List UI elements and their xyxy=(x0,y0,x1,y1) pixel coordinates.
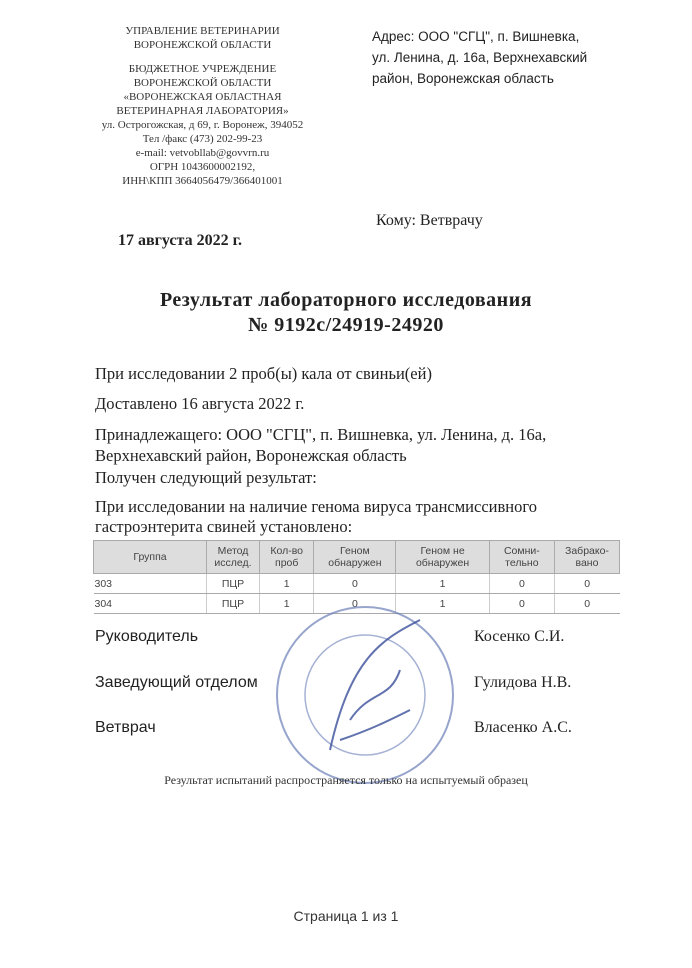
paragraph: Верхнехавский район, Воронежская область xyxy=(95,446,407,465)
header-line: e-mail: vetvobllab@govvrn.ru xyxy=(135,147,270,159)
column-header: Геном обнаружен xyxy=(314,541,396,574)
table-cell: 303 xyxy=(94,574,207,594)
paragraph: При исследовании 2 проб(ы) кала от свиньи(ей) xyxy=(95,364,432,383)
disclaimer-note: Результат испытаний распространяется только на испытуемый образец xyxy=(164,773,528,787)
paragraph: гастроэнтерита свиней установлено: xyxy=(95,517,353,536)
header-line: УПРАВЛЕНИЕ ВЕТЕРИНАРИИ xyxy=(125,25,280,37)
page-number: Страница 1 из 1 xyxy=(293,908,399,924)
signature-name: Власенко А.С. xyxy=(474,719,572,736)
document-title xyxy=(0,288,692,338)
column-header: Группа xyxy=(94,541,207,574)
table-cell: 0 xyxy=(314,594,396,614)
header-line: ОГРН 1043600002192, xyxy=(149,161,256,173)
header-line: ул. Острогожская, д 69, г. Воронеж, 394052 xyxy=(101,119,304,131)
table-cell: 1 xyxy=(396,574,489,594)
column-header: Метод исслед. xyxy=(207,541,260,574)
table-header-row xyxy=(94,541,620,574)
document-date: 17 августа 2022 г. xyxy=(118,232,243,249)
recipient: Кому: Ветврачу xyxy=(376,212,483,229)
header-line xyxy=(85,52,320,62)
table-cell: 0 xyxy=(314,574,396,594)
header-line: ВОРОНЕЖСКОЙ ОБЛАСТИ xyxy=(133,39,272,51)
column-header: Геном не обнаружен xyxy=(396,541,489,574)
header-line: БЮДЖЕТНОЕ УЧРЕЖДЕНИЕ xyxy=(128,63,277,75)
column-header: Сомни-тельно xyxy=(489,541,554,574)
signature-role: Руководитель xyxy=(95,628,199,645)
header-line: Тел /факс (473) 202-99-23 xyxy=(142,133,263,145)
signature-role: Ветврач xyxy=(95,719,156,736)
table-cell: 1 xyxy=(396,594,489,614)
header-line: ВОРОНЕЖСКОЙ ОБЛАСТИ xyxy=(133,77,272,89)
column-header: Забрако-вано xyxy=(554,541,619,574)
table-cell: ПЦР xyxy=(207,594,260,614)
address-line: Адрес: ООО "СГЦ", п. Вишневка, xyxy=(372,29,580,44)
table-cell: 0 xyxy=(489,594,554,614)
title-line: Результат лабораторного исследования xyxy=(159,289,533,311)
official-stamp xyxy=(270,600,460,790)
table-cell: 0 xyxy=(554,594,619,614)
address-line: ул. Ленина, д. 16а, Верхнехавский xyxy=(372,50,588,65)
paragraph: При исследовании на наличие генома вируса трансмиссивного xyxy=(95,497,537,516)
signature-name: Косенко С.И. xyxy=(474,628,565,645)
column-header: Кол-во проб xyxy=(260,541,314,574)
table-cell: 1 xyxy=(260,574,314,594)
paragraph: Принадлежащего: ООО "СГЦ", п. Вишневка, ул. Ленина, д. 16а, xyxy=(95,425,547,444)
document-number: № 9192с/24919-24920 xyxy=(248,314,444,336)
address-line: район, Воронежская область xyxy=(372,71,554,86)
table-cell: 0 xyxy=(554,574,619,594)
recipient-address xyxy=(372,26,672,89)
organization-header xyxy=(85,24,320,188)
signature-name: Гулидова Н.В. xyxy=(474,674,572,691)
paragraph: Доставлено 16 августа 2022 г. xyxy=(95,394,305,413)
header-line: «ВОРОНЕЖСКАЯ ОБЛАСТНАЯ xyxy=(123,91,282,103)
table-row xyxy=(94,574,620,594)
paragraph: Получен следующий результат: xyxy=(95,468,317,487)
signature-role: Заведующий отделом xyxy=(95,674,258,691)
table-cell: 0 xyxy=(489,574,554,594)
header-line: ВЕТЕРИНАРНАЯ ЛАБОРАТОРИЯ» xyxy=(116,105,289,117)
header-line: ИНН\КПП 3664056479/366401001 xyxy=(122,175,283,187)
table-cell: ПЦР xyxy=(207,574,260,594)
table-cell: 1 xyxy=(260,594,314,614)
table-cell: 304 xyxy=(94,594,207,614)
